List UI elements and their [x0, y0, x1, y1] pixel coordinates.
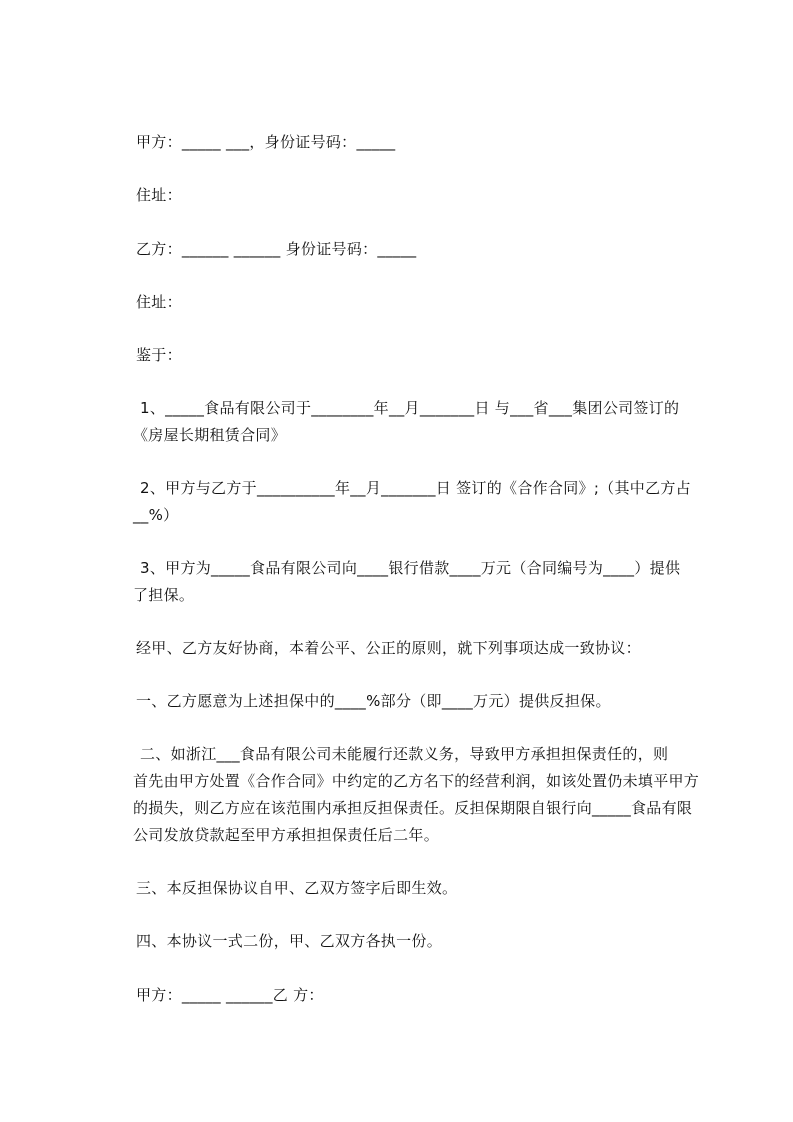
item2-line1: 2、甲方与乙方于__________年__月_______日 签订的《合作合同》;（其中乙方占	[140, 479, 691, 497]
item1-line1: 1、_____食品有限公司于________年__月_______日 与___省___集团公司签订的	[140, 399, 680, 417]
clause-2-line2: 首先由甲方处置《合作合同》中约定的乙方名下的经营利润，如该处置仍未填平甲方	[133, 772, 700, 790]
party-b-address: 住址：	[136, 293, 182, 311]
clause-4: 四、本协议一式二份，甲、乙双方各执一份。	[136, 932, 443, 950]
clause-2-line3: 的损失，则乙方应在该范围内承担反担保责任。反担保期限自银行向_____食品有限	[133, 799, 693, 817]
clause-3: 三、本反担保协议自甲、乙双方签字后即生效。	[136, 879, 458, 897]
whereas-heading: 鉴于：	[136, 346, 182, 364]
clause-2-line1: 二、如浙江___食品有限公司未能履行还款义务，导致甲方承担担保责任的，则	[140, 745, 669, 763]
clause-2-line4: 公司发放贷款起至甲方承担担保责任后二年。	[133, 826, 440, 844]
consensus-paragraph: 经甲、乙方友好协商，本着公平、公正的原则，就下列事项达成一致协议：	[136, 639, 641, 657]
item1-line2: 《房屋长期租赁合同》	[133, 426, 287, 444]
clause-1: 一、乙方愿意为上述担保中的____%部分（即____万元）提供反担保。	[136, 692, 611, 710]
item3-line1: 3、甲方为_____食品有限公司向____银行借款____万元（合同编号为____）提供	[140, 559, 681, 577]
signature-line: 甲方：_____ ______乙 方：	[136, 986, 324, 1004]
item2-line2: __%）	[133, 506, 179, 524]
item3-line2: 了担保。	[133, 586, 195, 604]
party-a-line: 甲方：_____ ___，身份证号码：_____	[136, 133, 396, 151]
party-b-line: 乙方：______ ______ 身份证号码：_____	[136, 240, 417, 258]
party-a-address: 住址：	[136, 186, 182, 204]
